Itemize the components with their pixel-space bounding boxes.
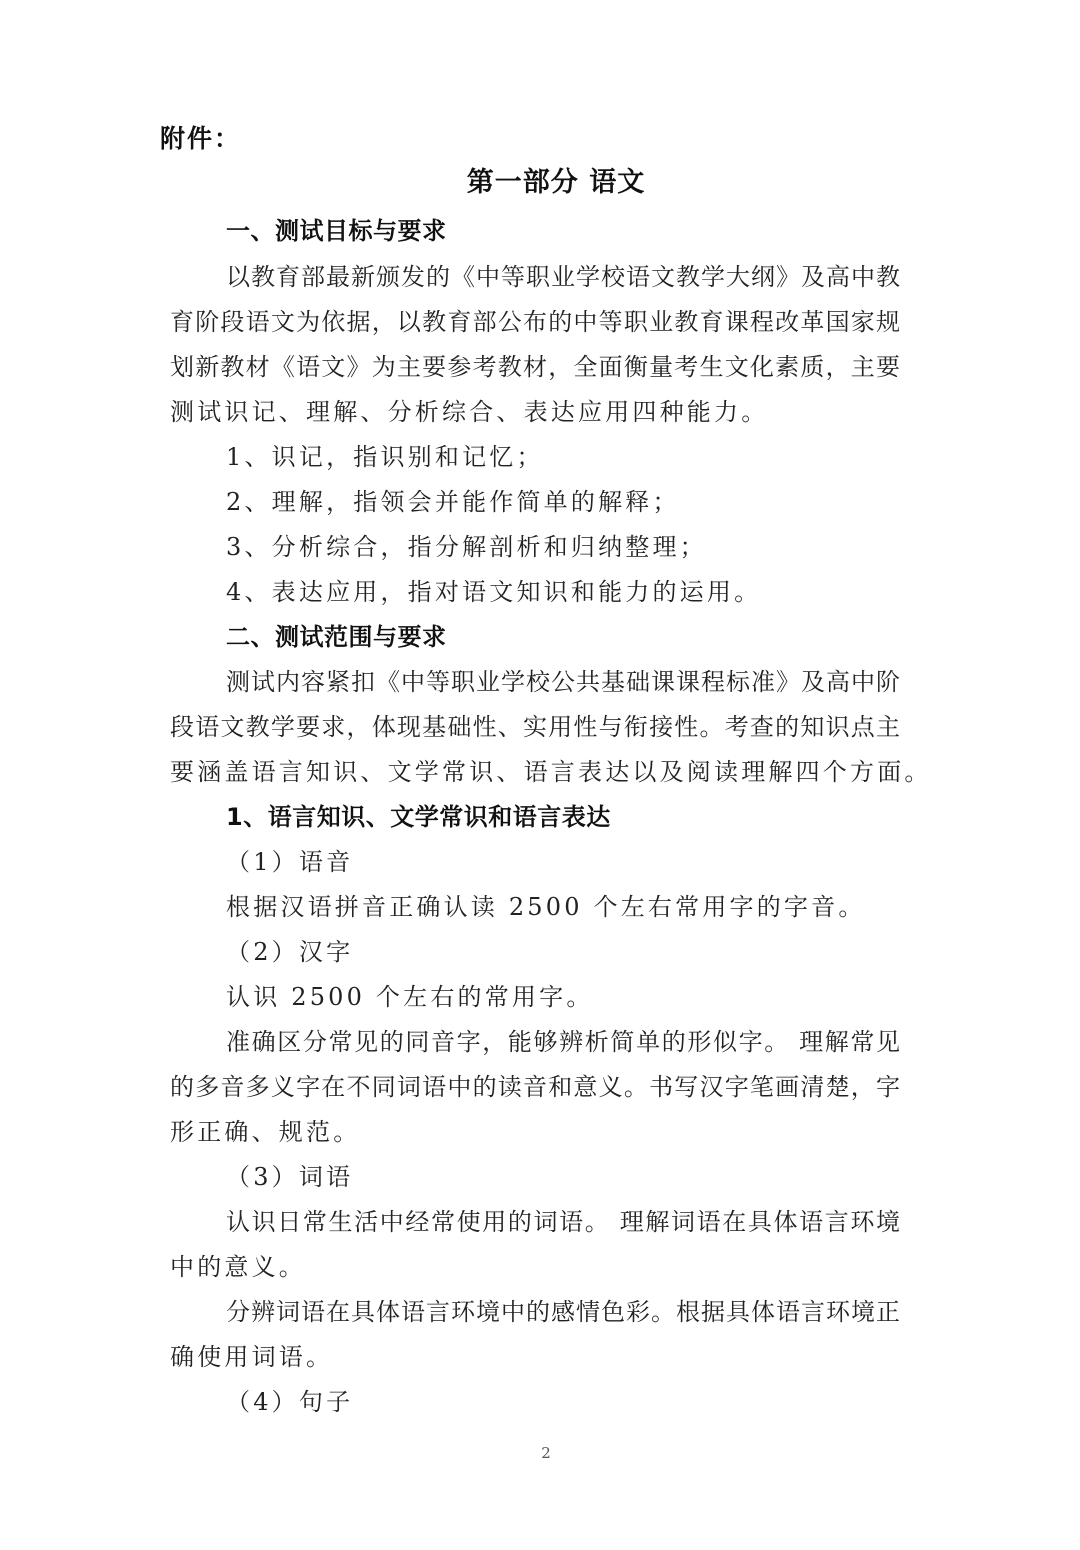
topic-line: 准确区分常见的同音字，能够辨析简单的形似字。 理解常见	[226, 1028, 900, 1056]
list-item: 3、分析综合，指分解剖析和归纳整理；	[226, 533, 707, 561]
paragraph-line: 要涵盖语言知识、文学常识、语言表达以及阅读理解四个方面。	[170, 758, 932, 786]
topic-label: （4）句子	[226, 1388, 354, 1416]
topic-line: 确使用词语。	[170, 1343, 334, 1371]
paragraph-line: 以教育部最新颁发的《中等职业学校语文教学大纲》及高中教	[226, 263, 900, 291]
paragraph-line: 育阶段语文为依据，以教育部公布的中等职业教育课程改革国家规	[170, 308, 900, 336]
topic-line: 中的意义。	[170, 1253, 306, 1281]
paragraph-line: 测试识记、理解、分析综合、表达应用四种能力。	[170, 398, 769, 426]
topic-label: （3）词语	[226, 1163, 354, 1191]
page-title: 第一部分 语文	[466, 167, 646, 198]
attachment-label: 附件：	[160, 124, 242, 153]
topic-line: 认识日常生活中经常使用的词语。 理解词语在具体语言环境	[226, 1208, 900, 1236]
paragraph-line: 划新教材《语文》为主要参考教材，全面衡量考生文化素质，主要	[170, 353, 900, 381]
list-item: 1、识记，指识别和记忆；	[226, 443, 544, 471]
topic-label: （2）汉字	[226, 938, 354, 966]
topic-line: 的多音多义字在不同词语中的读音和意义。书写汉字笔画清楚，字	[170, 1073, 900, 1101]
paragraph-line: 段语文教学要求，体现基础性、实用性与衔接性。考查的知识点主	[170, 713, 900, 741]
topic-line: 分辨词语在具体语言环境中的感情色彩。根据具体语言环境正	[226, 1298, 900, 1326]
subsection-heading: 1、语言知识、文学常识和语言表达	[226, 803, 611, 831]
topic-line: 根据汉语拼音正确认读 2500 个左右常用字的字音。	[226, 893, 866, 921]
list-item: 2、理解，指领会并能作简单的解释；	[226, 488, 680, 516]
paragraph-line: 测试内容紧扣《中等职业学校公共基础课课程标准》及高中阶	[226, 668, 900, 696]
topic-label: （1）语音	[226, 848, 354, 876]
section-heading-1: 一、测试目标与要求	[226, 217, 447, 245]
page-number: 2	[541, 1444, 551, 1462]
list-item: 4、表达应用，指对语文知识和能力的运用。	[226, 578, 762, 606]
topic-line: 认识 2500 个左右的常用字。	[226, 983, 594, 1011]
section-heading-2: 二、测试范围与要求	[226, 623, 447, 651]
topic-line: 形正确、规范。	[170, 1118, 361, 1146]
